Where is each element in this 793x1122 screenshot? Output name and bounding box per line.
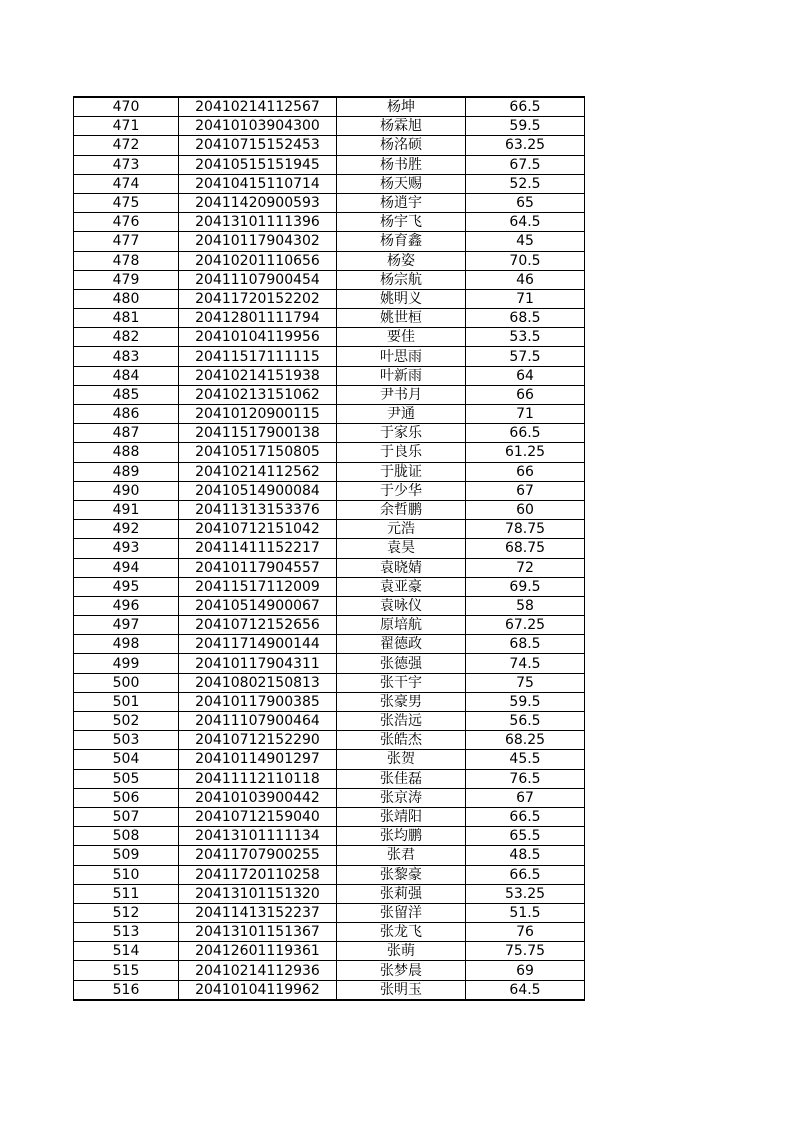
candidate-name: 张浩远 (337, 712, 466, 731)
row-number: 514 (74, 942, 179, 961)
candidate-name: 原培航 (337, 616, 466, 635)
row-number: 477 (74, 232, 179, 251)
row-number: 492 (74, 520, 179, 539)
candidate-id: 20410712152656 (179, 616, 337, 635)
score-value: 68.25 (466, 731, 585, 750)
candidate-id: 20411714900144 (179, 635, 337, 654)
table-row (74, 539, 585, 558)
candidate-id: 20410712152290 (179, 731, 337, 750)
row-number: 505 (74, 769, 179, 788)
score-value: 78.75 (466, 520, 585, 539)
table-row (74, 462, 585, 481)
candidate-name: 于少华 (337, 481, 466, 500)
candidate-id: 20410104119956 (179, 328, 337, 347)
row-number: 499 (74, 654, 179, 673)
score-value: 76.5 (466, 769, 585, 788)
table-row (74, 942, 585, 961)
candidate-name: 张莉强 (337, 884, 466, 903)
candidate-id: 20413101111134 (179, 827, 337, 846)
table-row (74, 692, 585, 711)
candidate-name: 张佳磊 (337, 769, 466, 788)
candidate-name: 叶思雨 (337, 347, 466, 366)
row-number: 490 (74, 481, 179, 500)
row-number: 506 (74, 788, 179, 807)
table-row (74, 961, 585, 980)
candidate-name: 余哲鹏 (337, 500, 466, 519)
candidate-name: 于家乐 (337, 424, 466, 443)
table-row (74, 424, 585, 443)
row-number: 474 (74, 174, 179, 193)
table-row (74, 712, 585, 731)
candidate-name: 张京涛 (337, 788, 466, 807)
score-value: 69.5 (466, 577, 585, 596)
table-row (74, 136, 585, 155)
candidate-id: 20410103904300 (179, 117, 337, 136)
row-number: 487 (74, 424, 179, 443)
candidate-id: 20410515151945 (179, 155, 337, 174)
candidate-id: 20410214112936 (179, 961, 337, 980)
candidate-name: 杨宇飞 (337, 213, 466, 232)
candidate-name: 袁咏仪 (337, 596, 466, 615)
row-number: 475 (74, 193, 179, 212)
table-row (74, 846, 585, 865)
score-value: 66.5 (466, 97, 585, 117)
table-row (74, 577, 585, 596)
candidate-name: 于胧证 (337, 462, 466, 481)
row-number: 500 (74, 673, 179, 692)
candidate-name: 袁昊 (337, 539, 466, 558)
candidate-id: 20410120900115 (179, 405, 337, 424)
candidate-name: 要佳 (337, 328, 466, 347)
candidate-name: 张萌 (337, 942, 466, 961)
candidate-id: 20410117904302 (179, 232, 337, 251)
candidate-name: 张明玉 (337, 980, 466, 1000)
score-value: 69 (466, 961, 585, 980)
table-row (74, 616, 585, 635)
row-number: 496 (74, 596, 179, 615)
score-value: 64.5 (466, 213, 585, 232)
candidate-name: 姚世桓 (337, 309, 466, 328)
row-number: 502 (74, 712, 179, 731)
table-row (74, 347, 585, 366)
score-value: 66.5 (466, 865, 585, 884)
score-value: 71 (466, 405, 585, 424)
row-number: 481 (74, 309, 179, 328)
candidate-name: 张干宇 (337, 673, 466, 692)
score-value: 53.5 (466, 328, 585, 347)
candidate-name: 张留洋 (337, 903, 466, 922)
candidate-name: 张黎豪 (337, 865, 466, 884)
table-row (74, 213, 585, 232)
candidate-id: 20411517111115 (179, 347, 337, 366)
candidate-id: 20410517150805 (179, 443, 337, 462)
candidate-id: 20410117904557 (179, 558, 337, 577)
candidate-id: 20413101151320 (179, 884, 337, 903)
candidate-id: 20410715152453 (179, 136, 337, 155)
row-number: 476 (74, 213, 179, 232)
score-value: 64 (466, 366, 585, 385)
candidate-id: 20410514900067 (179, 596, 337, 615)
table-row (74, 405, 585, 424)
row-number: 493 (74, 539, 179, 558)
score-value: 51.5 (466, 903, 585, 922)
table-row (74, 884, 585, 903)
score-value: 70.5 (466, 251, 585, 270)
candidate-name: 袁晓婧 (337, 558, 466, 577)
score-value: 75 (466, 673, 585, 692)
row-number: 512 (74, 903, 179, 922)
table-row (74, 673, 585, 692)
score-value: 72 (466, 558, 585, 577)
candidate-id: 20410214112562 (179, 462, 337, 481)
candidate-id: 20412801111794 (179, 309, 337, 328)
candidate-id: 20410103900442 (179, 788, 337, 807)
table-row (74, 654, 585, 673)
row-number: 473 (74, 155, 179, 174)
candidate-id: 20410415110714 (179, 174, 337, 193)
score-value: 67.5 (466, 155, 585, 174)
row-number: 507 (74, 807, 179, 826)
candidate-name: 杨天赐 (337, 174, 466, 193)
candidate-id: 20411517900138 (179, 424, 337, 443)
candidate-id: 20410117904311 (179, 654, 337, 673)
row-number: 483 (74, 347, 179, 366)
candidate-id: 20410104119962 (179, 980, 337, 1000)
row-number: 504 (74, 750, 179, 769)
row-number: 478 (74, 251, 179, 270)
candidate-name: 杨育鑫 (337, 232, 466, 251)
candidate-name: 杨坤 (337, 97, 466, 117)
row-number: 495 (74, 577, 179, 596)
candidate-name: 尹通 (337, 405, 466, 424)
score-value: 56.5 (466, 712, 585, 731)
candidate-name: 翟德政 (337, 635, 466, 654)
row-number: 503 (74, 731, 179, 750)
candidate-id: 20411313153376 (179, 500, 337, 519)
score-value: 48.5 (466, 846, 585, 865)
row-number: 470 (74, 97, 179, 117)
table-row (74, 865, 585, 884)
score-value: 66.5 (466, 424, 585, 443)
row-number: 515 (74, 961, 179, 980)
candidate-name: 张均鹏 (337, 827, 466, 846)
row-number: 489 (74, 462, 179, 481)
candidate-id: 20410117900385 (179, 692, 337, 711)
candidate-id: 20410712159040 (179, 807, 337, 826)
candidate-name: 张德强 (337, 654, 466, 673)
table-row (74, 596, 585, 615)
row-number: 497 (74, 616, 179, 635)
candidate-id: 20411720152202 (179, 289, 337, 308)
table-row (74, 769, 585, 788)
candidate-name: 张靖阳 (337, 807, 466, 826)
row-number: 501 (74, 692, 179, 711)
table-row (74, 117, 585, 136)
score-value: 76 (466, 923, 585, 942)
table-row (74, 750, 585, 769)
candidate-id: 20411720110258 (179, 865, 337, 884)
table-row (74, 980, 585, 1000)
row-number: 472 (74, 136, 179, 155)
candidate-id: 20410712151042 (179, 520, 337, 539)
candidate-id: 20413101111396 (179, 213, 337, 232)
score-value: 63.25 (466, 136, 585, 155)
table-row (74, 328, 585, 347)
candidate-id: 20411420900593 (179, 193, 337, 212)
candidate-name: 杨逍宇 (337, 193, 466, 212)
candidate-name: 尹书月 (337, 385, 466, 404)
score-value: 57.5 (466, 347, 585, 366)
candidate-name: 于良乐 (337, 443, 466, 462)
candidate-id: 20413101151367 (179, 923, 337, 942)
candidate-id: 20411112110118 (179, 769, 337, 788)
row-number: 482 (74, 328, 179, 347)
score-value: 67 (466, 481, 585, 500)
candidate-name: 姚明义 (337, 289, 466, 308)
score-value: 75.75 (466, 942, 585, 961)
score-value: 53.25 (466, 884, 585, 903)
row-number: 488 (74, 443, 179, 462)
row-number: 471 (74, 117, 179, 136)
table-row (74, 366, 585, 385)
candidate-id: 20410201110656 (179, 251, 337, 270)
table-row (74, 520, 585, 539)
candidate-name: 杨洺硕 (337, 136, 466, 155)
score-value: 46 (466, 270, 585, 289)
score-value: 65.5 (466, 827, 585, 846)
candidate-name: 张龙飞 (337, 923, 466, 942)
table-row (74, 500, 585, 519)
table-row (74, 232, 585, 251)
table-row (74, 558, 585, 577)
row-number: 494 (74, 558, 179, 577)
score-value: 61.25 (466, 443, 585, 462)
candidate-name: 杨宗航 (337, 270, 466, 289)
score-value: 71 (466, 289, 585, 308)
candidate-name: 杨书胜 (337, 155, 466, 174)
score-value: 45.5 (466, 750, 585, 769)
candidate-id: 20411107900464 (179, 712, 337, 731)
row-number: 479 (74, 270, 179, 289)
table-row (74, 155, 585, 174)
candidate-name: 杨霖旭 (337, 117, 466, 136)
candidate-id: 20411413152237 (179, 903, 337, 922)
score-value: 74.5 (466, 654, 585, 673)
row-number: 485 (74, 385, 179, 404)
score-value: 52.5 (466, 174, 585, 193)
row-number: 486 (74, 405, 179, 424)
table-row (74, 270, 585, 289)
candidate-name: 张豪男 (337, 692, 466, 711)
table-row (74, 788, 585, 807)
score-value: 67 (466, 788, 585, 807)
row-number: 509 (74, 846, 179, 865)
row-number: 516 (74, 980, 179, 1000)
table-row (74, 635, 585, 654)
candidate-id: 20411517112009 (179, 577, 337, 596)
candidate-id: 20410214112567 (179, 97, 337, 117)
score-value: 60 (466, 500, 585, 519)
table-row (74, 385, 585, 404)
table-row (74, 807, 585, 826)
score-value: 58 (466, 596, 585, 615)
score-value: 64.5 (466, 980, 585, 1000)
candidate-name: 张君 (337, 846, 466, 865)
candidate-id: 20411707900255 (179, 846, 337, 865)
score-value: 66.5 (466, 807, 585, 826)
candidate-id: 20410213151062 (179, 385, 337, 404)
score-value: 67.25 (466, 616, 585, 635)
row-number: 513 (74, 923, 179, 942)
candidate-name: 张皓杰 (337, 731, 466, 750)
table-row (74, 289, 585, 308)
table-row (74, 97, 585, 117)
table-row (74, 923, 585, 942)
candidate-name: 叶新雨 (337, 366, 466, 385)
row-number: 480 (74, 289, 179, 308)
table-row (74, 443, 585, 462)
candidate-name: 张梦晨 (337, 961, 466, 980)
candidate-id: 20410802150813 (179, 673, 337, 692)
table-body (74, 97, 585, 1000)
score-value: 68.5 (466, 309, 585, 328)
score-value: 59.5 (466, 117, 585, 136)
row-number: 491 (74, 500, 179, 519)
table-row (74, 903, 585, 922)
row-number: 510 (74, 865, 179, 884)
table-row (74, 251, 585, 270)
table-row (74, 827, 585, 846)
candidate-name: 杨姿 (337, 251, 466, 270)
table-row (74, 174, 585, 193)
candidate-name: 张贺 (337, 750, 466, 769)
score-value: 68.5 (466, 635, 585, 654)
table-row (74, 731, 585, 750)
table-row (74, 309, 585, 328)
score-value: 45 (466, 232, 585, 251)
score-table (73, 96, 585, 1001)
candidate-name: 元浩 (337, 520, 466, 539)
row-number: 511 (74, 884, 179, 903)
candidate-id: 20412601119361 (179, 942, 337, 961)
row-number: 508 (74, 827, 179, 846)
row-number: 484 (74, 366, 179, 385)
score-value: 68.75 (466, 539, 585, 558)
table-row (74, 481, 585, 500)
score-value: 65 (466, 193, 585, 212)
candidate-id: 20411411152217 (179, 539, 337, 558)
candidate-id: 20410214151938 (179, 366, 337, 385)
score-value: 59.5 (466, 692, 585, 711)
score-value: 66 (466, 385, 585, 404)
score-value: 66 (466, 462, 585, 481)
candidate-id: 20410114901297 (179, 750, 337, 769)
table-row (74, 193, 585, 212)
candidate-id: 20410514900084 (179, 481, 337, 500)
candidate-id: 20411107900454 (179, 270, 337, 289)
candidate-name: 袁亚豪 (337, 577, 466, 596)
row-number: 498 (74, 635, 179, 654)
